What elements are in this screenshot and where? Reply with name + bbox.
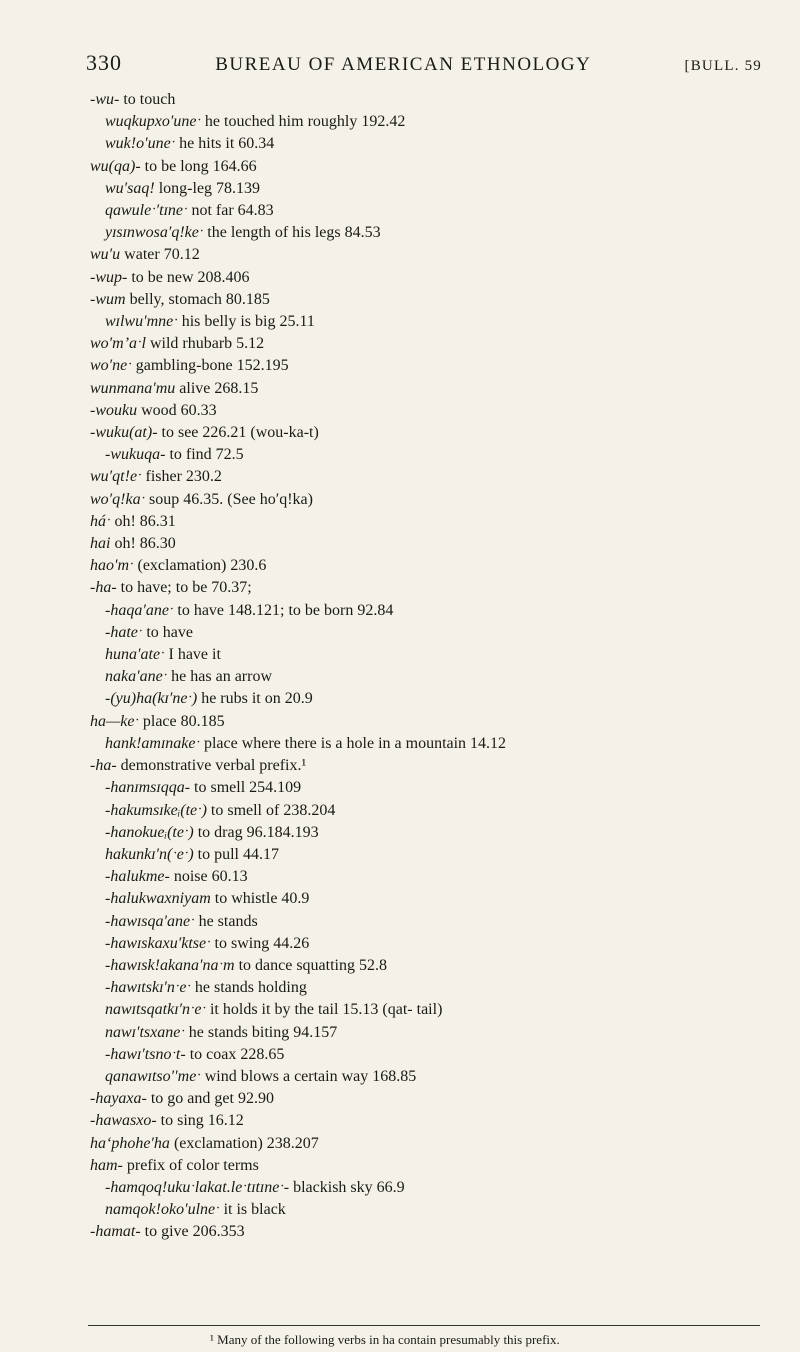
entry-term: nawɪ′tsxaneˑ: [105, 1023, 185, 1041]
entry-term: -hanokueᵢ(teˑ): [105, 823, 194, 841]
entry: [90, 200, 790, 222]
entry-term: wuk!o′uneˑ: [105, 135, 176, 153]
entry-term: wo′m’aˑl: [90, 335, 146, 353]
entry: [90, 1022, 790, 1044]
entry-gloss: to have 148.121; to be born 92.84: [177, 601, 394, 619]
entry-term: háˑ: [90, 512, 111, 530]
entry-term: -wuku(at)-: [90, 424, 158, 442]
entry: [90, 1155, 790, 1177]
entry-gloss: to dance squatting 52.8: [238, 956, 387, 974]
entry-term: wu′qt!eˑ: [90, 468, 142, 486]
entry: [90, 533, 790, 555]
entry: [90, 244, 790, 266]
page-number: 330: [86, 50, 122, 75]
entry-term: hakunkɪ′n(ˑeˑ): [105, 845, 194, 863]
entry-gloss: prefix of color terms: [126, 1156, 259, 1174]
entry-gloss: noise 60.13: [173, 868, 248, 886]
entry-gloss: to swing 44.26: [214, 934, 310, 952]
entry: [90, 311, 790, 333]
entry-term: -hawɪskaxu′ktseˑ: [105, 934, 211, 952]
entry: [90, 267, 790, 289]
entry-term: -halukwaxniyam: [105, 890, 211, 908]
entry: [90, 111, 790, 133]
entry: [90, 577, 790, 599]
entry: [90, 156, 790, 178]
entry-gloss: wood 60.33: [141, 401, 217, 419]
entry-gloss: (exclamation) 230.6: [137, 557, 267, 575]
entry-term: wu′saq!: [105, 179, 155, 197]
entry-term: ham-: [90, 1156, 123, 1174]
entry: [90, 1044, 790, 1066]
entry: [90, 400, 790, 422]
entry-gloss: he has an arrow: [171, 668, 272, 686]
entry: [90, 1088, 790, 1110]
entry: [90, 1133, 790, 1155]
entry-term: -wu-: [90, 91, 120, 108]
entry-term: -hamqoq!ukuˑlakat.leˑtɪtɪneˑ-: [105, 1178, 290, 1196]
entry-term: -hanɪmsɪqqa-: [105, 779, 191, 797]
entry-gloss: he hits it 60.34: [179, 135, 275, 153]
entry-gloss: not far 64.83: [191, 202, 274, 220]
entry: [90, 711, 790, 733]
entry: [90, 489, 790, 511]
entry: [90, 133, 790, 155]
entry-term: -wukuqa-: [105, 446, 166, 464]
series-label: [BULL. 59: [684, 58, 762, 74]
entry-gloss: soup 46.35. (See ho′q!ka): [149, 490, 313, 508]
entry-gloss: it holds it by the tail 15.13 (qat- tail): [209, 1001, 443, 1019]
entry: [90, 933, 790, 955]
entry: [90, 822, 790, 844]
entry-term: qanawɪtso′′meˑ: [105, 1067, 201, 1085]
entry-term: naka′aneˑ: [105, 668, 168, 686]
page-header: [86, 50, 762, 76]
entry: [90, 378, 790, 400]
entry: [90, 600, 790, 622]
entry-gloss: to go and get 92.90: [150, 1090, 274, 1108]
running-title: BUREAU OF AMERICAN ETHNOLOGY: [215, 54, 592, 75]
entry-gloss: place where there is a hole in a mountain 14.12: [203, 734, 507, 752]
entry: [90, 422, 790, 444]
entry-term: nawɪtsqatkɪ′nˑeˑ: [105, 1001, 206, 1019]
entry: [90, 911, 790, 933]
entry-gloss: he stands biting 94.157: [188, 1023, 338, 1041]
entry-gloss: he rubs it on 20.9: [201, 690, 313, 708]
entry: [90, 222, 790, 244]
entry-term: -wup-: [90, 268, 128, 286]
entry-term: ha‘phohe′ha: [90, 1134, 170, 1152]
entry-term: huna′ateˑ: [105, 646, 165, 664]
entry-gloss: to touch: [123, 91, 176, 108]
entry-term: ha—keˑ: [90, 712, 139, 730]
entry: [90, 999, 790, 1021]
entry-gloss: it is black: [223, 1201, 286, 1219]
entry: [90, 1221, 790, 1243]
entry: [90, 777, 790, 799]
entry-term: wo′q!kaˑ: [90, 490, 146, 508]
entry-term: -hawɪ′tsnoˑt-: [105, 1045, 186, 1063]
entry-gloss: he stands holding: [194, 979, 307, 997]
entry-term: -halukme-: [105, 868, 170, 886]
entry: [90, 511, 790, 533]
entry-gloss: his belly is big 25.11: [181, 313, 315, 331]
entry-gloss: wind blows a certain way 168.85: [204, 1067, 417, 1085]
entry-term: wu′u: [90, 246, 121, 264]
entry-gloss: (exclamation) 238.207: [173, 1134, 319, 1152]
entry-gloss: fisher 230.2: [145, 468, 222, 486]
entry-term: -hamat-: [90, 1223, 141, 1241]
entry-term: wuqkupxo′uneˑ: [105, 113, 201, 131]
entry: [90, 333, 790, 355]
entry: [90, 466, 790, 488]
entry-term: -ha-: [90, 757, 117, 775]
entry: [90, 1199, 790, 1221]
entry-term: hai: [90, 535, 111, 553]
entry-term: -hakumsɪkeᵢ(teˑ): [105, 801, 207, 819]
entry: [90, 977, 790, 999]
entry-gloss: to be long 164.66: [144, 157, 257, 175]
entry: [90, 555, 790, 577]
entry: [90, 355, 790, 377]
entry-term: -ha-: [90, 579, 117, 597]
entry-gloss: he stands: [198, 912, 258, 930]
entry-term: hank!amɪnakeˑ: [105, 734, 200, 752]
entry-gloss: long-leg 78.139: [158, 179, 261, 197]
entry: [90, 444, 790, 466]
entry-gloss: wild rhubarb 5.12: [149, 335, 265, 353]
entry-gloss: I have it: [168, 646, 221, 664]
entry: [90, 800, 790, 822]
entry-gloss: to find 72.5: [169, 446, 244, 464]
footnote: ¹ Many of the following verbs in ha contain presumably this prefix.: [210, 1332, 560, 1347]
entry-term: -hateˑ: [105, 623, 143, 641]
entry: [90, 666, 790, 688]
entry: [90, 955, 790, 977]
entry-gloss: to drag 96.184.193: [197, 823, 319, 841]
entry-gloss: to pull 44.17: [197, 845, 279, 863]
entry: [90, 89, 790, 111]
entry: [90, 1066, 790, 1088]
entry: [90, 622, 790, 644]
entry-term: wunmana′mu: [90, 379, 176, 397]
entry-gloss: he touched him roughly 192.42: [204, 113, 406, 131]
entry-term: namqok!oko′ulneˑ: [105, 1201, 220, 1219]
entry-gloss: to sing 16.12: [160, 1112, 244, 1130]
entry-term: -hayaxa-: [90, 1090, 147, 1108]
entry-gloss: demonstrative verbal prefix.¹: [120, 757, 307, 775]
entry-gloss: blackish sky 66.9: [293, 1178, 405, 1196]
entry: [90, 289, 790, 311]
entry-gloss: oh! 86.31: [114, 512, 176, 530]
entry-term: -wum: [90, 290, 126, 308]
entry: [90, 755, 790, 777]
entry-term: -hawɪsqa′aneˑ: [105, 912, 195, 930]
entry-gloss: alive 268.15: [179, 379, 259, 397]
entry-term: wu(qa)-: [90, 157, 141, 175]
entry-term: hao′mˑ: [90, 557, 134, 575]
entry-gloss: place 80.185: [142, 712, 225, 730]
entry-term: -hawasxo-: [90, 1112, 157, 1130]
entry: [90, 644, 790, 666]
entry-gloss: to give 206.353: [144, 1223, 245, 1241]
entry-term: wo′neˑ: [90, 357, 132, 375]
entry-gloss: to smell of 238.204: [210, 801, 336, 819]
footnote-rule: [88, 1325, 760, 1326]
entry-term: -hawɪsk!akana′naˑm: [105, 956, 235, 974]
entry: [90, 688, 790, 710]
entry-gloss: water 70.12: [124, 246, 200, 264]
entry-gloss: to whistle 40.9: [214, 890, 310, 908]
entry-gloss: to have; to be 70.37;: [120, 579, 252, 597]
entry-gloss: to coax 228.65: [189, 1045, 285, 1063]
entry-gloss: to see 226.21 (wou-ka-t): [161, 424, 319, 442]
entry: [90, 178, 790, 200]
entry: [90, 1110, 790, 1132]
entry: [90, 844, 790, 866]
entry-gloss: the length of his legs 84.53: [207, 224, 381, 242]
entry: [90, 733, 790, 755]
entry-gloss: to smell 254.109: [194, 779, 302, 797]
entry-term: -wouku: [90, 401, 138, 419]
entry-term: yɪsɪnwosa′q!keˑ: [105, 224, 204, 242]
entry-term: wɪlwu′mneˑ: [105, 313, 178, 331]
entry-term: qawuleˑ′tɪneˑ: [105, 202, 188, 220]
entry-gloss: to be new 208.406: [131, 268, 250, 286]
entry-gloss: belly, stomach 80.185: [129, 290, 270, 308]
entry-list: [90, 89, 790, 1244]
entry: [90, 1177, 790, 1199]
entry-term: -hawɪtskɪ′nˑeˑ: [105, 979, 191, 997]
entry-gloss: gambling-bone 152.195: [135, 357, 289, 375]
entry-term: -haqa′aneˑ: [105, 601, 174, 619]
entry-term: -(yu)ha(kɪ′neˑ): [105, 690, 198, 708]
entry-gloss: to have: [146, 623, 193, 641]
entry: [90, 888, 790, 910]
entry-gloss: oh! 86.30: [114, 535, 176, 553]
entry: [90, 866, 790, 888]
